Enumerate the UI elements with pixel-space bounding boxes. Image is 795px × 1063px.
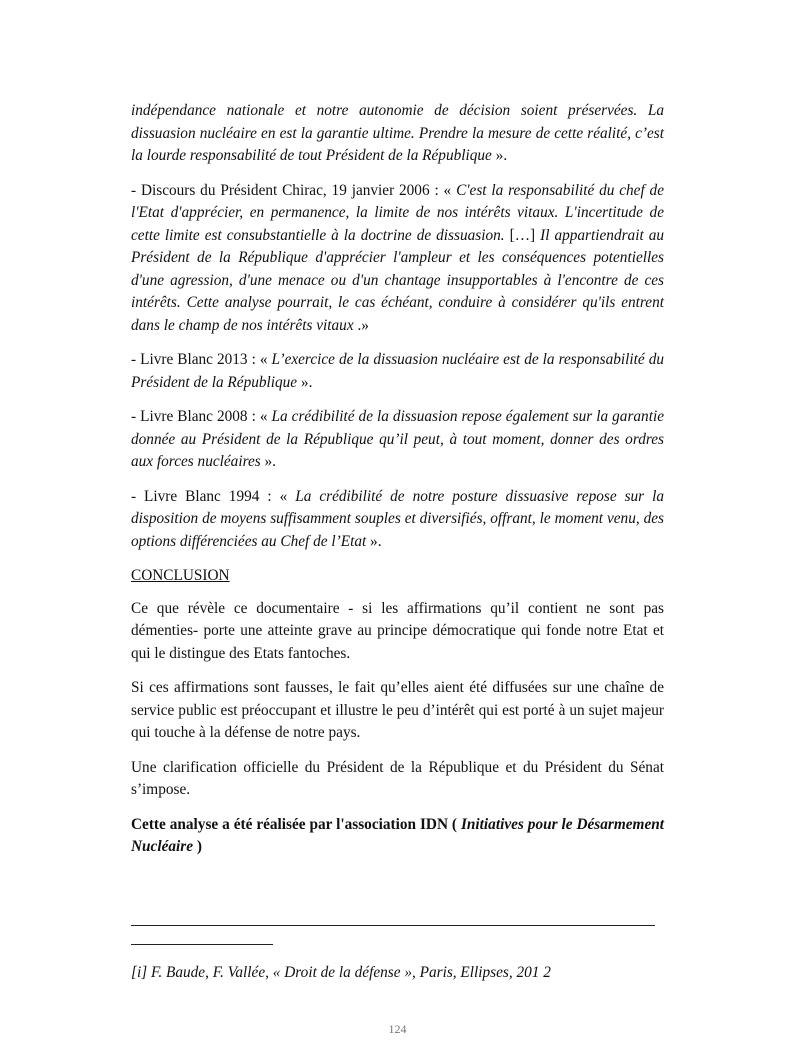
page-number: 124 — [388, 1022, 407, 1036]
horizontal-rule — [131, 925, 655, 926]
quote-end: ». — [366, 532, 382, 550]
quote-prefix: - Livre Blanc 1994 : « — [131, 487, 296, 505]
paragraph-livre-blanc-2008 — [131, 406, 664, 474]
section-heading-text: CONCLUSION — [131, 567, 230, 584]
footnote-separator — [131, 944, 273, 945]
paragraph-intro-quote — [131, 100, 664, 168]
quote-prefix: - Livre Blanc 2008 : « — [131, 408, 272, 425]
credit-suffix: ) — [193, 838, 202, 855]
quote-text: indépendance nationale et notre autonomie de décision soient préservées. La dissuasion nucléaire en est la garantie ultime. Prendre la mesure de cette réalité, c’est la lourde responsabilité de tout Président de la République — [131, 102, 664, 164]
credit-prefix: Cette analyse a été réalisée par l'association IDN ( — [131, 815, 461, 833]
quote-ellipsis: […] — [504, 226, 541, 244]
quote-end: ». — [297, 373, 313, 391]
paragraph-conclusion-2: Si ces affirmations sont fausses, le fait qu’elles aient été diffusées sur une chaîne de service public est préoccupant et illustre le peu d’intérêt qui est porté à un sujet majeur qui touche à la défense de notre pays. — [131, 679, 664, 741]
paragraph-conclusion-1: Ce que révèle ce documentaire - si les affirmations qu’il contient ne sont pas démenties- porte une atteinte grave au principe démocratique qui fonde notre Etat et qui le distingue des Etats fantoches. — [131, 599, 664, 662]
section-heading — [131, 565, 664, 588]
footnote: [i] F. Baude, F. Vallée, « Droit de la défense », Paris, Ellipses, 201 2 — [131, 964, 551, 981]
quote-prefix: - Discours du Président Chirac, 19 janvier 2006 : « — [131, 181, 457, 199]
quote-prefix: - Livre Blanc 2013 : « — [131, 351, 272, 368]
quote-end: ». — [260, 453, 276, 470]
quote-text: Il appartiendrait au Président de la République d'apprécier l'ampleur et les conséquences potentielles d'une agression, d'une menace ou d'un chantage insupportables à l'encontre de ces intérêts. Cette analyse pourrait, le cas échéant, conduire à considérer qu'ils entrent dans le champ de nos intérêts vitaux — [131, 226, 665, 334]
paragraph-conclusion-3: Une clarification officielle du Président de la République et du Président du Sénat s’impose. — [131, 758, 664, 798]
quote-text: C'est la responsabilité du chef de l'Etat d'apprécier, en permanence, la limite de nos intérêts vitaux. L'incertitude de cette limite est consubstantielle à la doctrine de dissuasion. — [131, 181, 664, 244]
quote-text: La crédibilité de la dissuasion repose également sur la garantie donnée au Président de la République qu’il peut, à tout moment, donner des ordres aux forces nucléaires — [131, 408, 664, 470]
quote-text: La crédibilité de notre posture dissuasive repose sur la disposition de moyens suffisamment souples et diversifiés, offrant, le moment venu, des options différenciées au Chef de l’Etat — [131, 487, 664, 550]
quote-text: L’exercice de la dissuasion nucléaire est de la responsabilité du Président de la République — [131, 351, 665, 391]
credit-organization: Initiatives pour le Désarmement Nucléaire — [131, 815, 664, 855]
paragraph-credit — [131, 814, 664, 859]
quote-end: ». — [491, 147, 508, 164]
quote-end: .» — [353, 316, 369, 334]
paragraph-livre-blanc-2013 — [131, 349, 664, 394]
body-text — [131, 100, 664, 871]
paragraph-chirac-speech — [131, 180, 664, 338]
paragraph-livre-blanc-1994 — [131, 486, 664, 554]
